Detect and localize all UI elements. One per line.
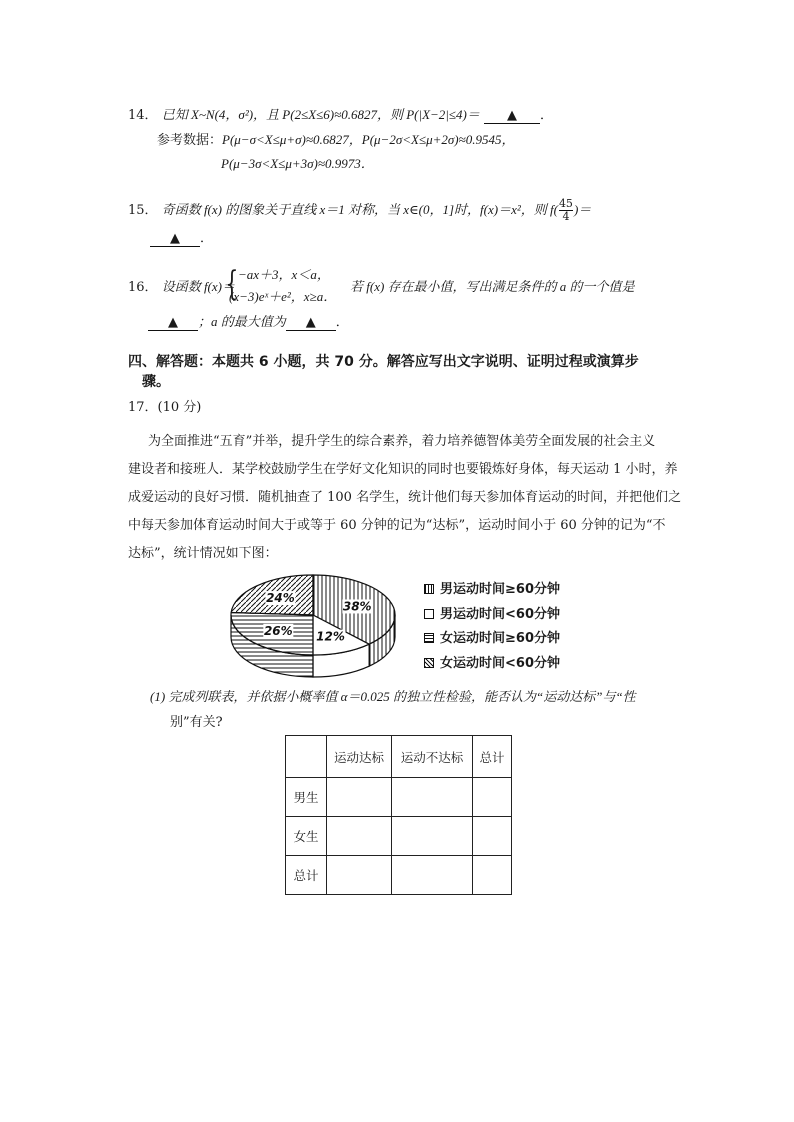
q14-text: 已知 X~N(4，σ²)，且 P(2≤X≤6)≈0.6827，则 P(|X−2|≤4)＝ bbox=[161, 107, 480, 122]
legend-item bbox=[424, 603, 560, 622]
q16-case-2: (x−3)eˣ＋e²，x≥a． bbox=[229, 289, 337, 304]
q16-answer-blank-2[interactable] bbox=[286, 316, 336, 331]
legend-label: 男运动时间≥60分钟 bbox=[440, 582, 560, 597]
q14-end: ． bbox=[539, 108, 553, 123]
q15-frac-num: 45 bbox=[558, 197, 573, 210]
q14-ref-label: 参考数据： bbox=[157, 133, 223, 148]
q16-answer-line bbox=[148, 313, 349, 332]
q15-number: 15． bbox=[128, 203, 158, 218]
table-header-cell bbox=[286, 736, 327, 778]
legend-item bbox=[424, 627, 560, 646]
table-cell[interactable] bbox=[473, 856, 512, 895]
table-row bbox=[286, 817, 512, 856]
row-label: 女生 bbox=[286, 817, 327, 856]
q16-mid: ；a 的最大值为 bbox=[198, 314, 286, 329]
table-cell[interactable] bbox=[473, 817, 512, 856]
q16-answer-blank-1[interactable] bbox=[148, 316, 198, 331]
q14-ref-line-1 bbox=[157, 131, 515, 150]
triangle-marker-icon: ▲ bbox=[506, 108, 517, 123]
q15-answer-blank[interactable] bbox=[150, 232, 200, 247]
table-cell[interactable] bbox=[392, 778, 473, 817]
q17-sub1-line-1 bbox=[150, 688, 636, 707]
table-header-cell: 总计 bbox=[473, 736, 512, 778]
q16-number-lead bbox=[128, 278, 235, 297]
table-cell[interactable] bbox=[392, 856, 473, 895]
section-heading-line-2: 骤。 bbox=[142, 374, 170, 390]
table-cell[interactable] bbox=[327, 778, 392, 817]
diagonal-hatch-swatch-icon bbox=[424, 658, 434, 668]
horizontal-hatch-swatch-icon bbox=[424, 633, 434, 643]
table-header-cell: 运动不达标 bbox=[392, 736, 473, 778]
q15-answer-line bbox=[150, 230, 213, 248]
table-header-cell: 运动达标 bbox=[327, 736, 392, 778]
legend-item bbox=[424, 578, 560, 597]
q17-header: 17．(10 分) bbox=[128, 400, 202, 415]
q16-case-1: −ax＋3，x＜a， bbox=[238, 267, 330, 282]
q15-text-end: )＝ bbox=[573, 202, 592, 217]
q14-line bbox=[128, 106, 553, 125]
pie-slice-label: 24% bbox=[266, 591, 295, 606]
q17-para-line: 建设者和接班人．某学校鼓励学生在学好文化知识的同时也要锻炼好身体，每天运动 1 小时，养 bbox=[128, 462, 678, 477]
q15-line bbox=[128, 198, 591, 223]
q17-sub1-text-1: (1) 完成列联表，并依据小概率值 α＝0.025 的独立性检验，能否认为“运动达标”与“性 bbox=[150, 689, 636, 704]
pie-slice-label: 26% bbox=[263, 623, 293, 638]
q15-fraction bbox=[559, 198, 573, 223]
table-cell[interactable] bbox=[392, 817, 473, 856]
q14-answer-blank[interactable] bbox=[484, 109, 540, 124]
q16-condition: 若 f(x) 存在最小值，写出满足条件的 a 的一个值是 bbox=[350, 279, 635, 294]
table-header-row bbox=[286, 736, 512, 778]
q17-para-line: 达标”，统计情况如下图： bbox=[128, 546, 278, 561]
q14-number: 14． bbox=[128, 108, 158, 123]
triangle-marker-icon: ▲ bbox=[170, 231, 180, 246]
legend-label: 女运动时间≥60分钟 bbox=[440, 631, 560, 646]
q17-para-line: 为全面推进“五育”并举，提升学生的综合素养，着力培养德智体美劳全面发展的社会主义 bbox=[148, 434, 656, 449]
legend-item bbox=[424, 652, 560, 671]
q17-para-line: 成爱运动的良好习惯．随机抽查了 100 名学生，统计他们每天参加体育运动的时间，并把他们之 bbox=[128, 490, 682, 505]
triangle-marker-icon: ▲ bbox=[168, 315, 178, 330]
q16-lead: 设函数 f(x)＝ bbox=[161, 279, 235, 294]
q16-brace: { bbox=[225, 264, 239, 304]
q15-end: ． bbox=[200, 231, 214, 246]
blank-swatch-icon bbox=[424, 609, 434, 619]
q17-sub1-line-2: 别”有关? bbox=[170, 715, 223, 730]
vertical-hatch-swatch-icon bbox=[424, 584, 434, 594]
q14-ref-1: P(μ−σ<X≤μ+σ)≈0.6827，P(μ−2σ<X≤μ+2σ)≈0.9545， bbox=[222, 132, 515, 147]
legend-label: 男运动时间<60分钟 bbox=[440, 607, 560, 622]
q15-frac-den: 4 bbox=[562, 210, 570, 223]
table-cell[interactable] bbox=[327, 856, 392, 895]
pie-top bbox=[231, 575, 395, 655]
table-cell[interactable] bbox=[327, 817, 392, 856]
pie-slice-label: 38% bbox=[342, 599, 372, 614]
q17-para-line: 中每天参加体育运动时间大于或等于 60 分钟的记为“达标”，运动时间小于 60 分钟的记为“不 bbox=[128, 518, 666, 533]
contingency-table bbox=[285, 735, 512, 895]
table-row bbox=[286, 778, 512, 817]
pie-chart bbox=[221, 567, 421, 682]
pie-slice-label: 12% bbox=[316, 629, 345, 644]
q14-ref-line-2: P(μ−3σ<X≤μ+3σ)≈0.9973． bbox=[221, 156, 374, 171]
q15-text: 奇函数 f(x) 的图象关于直线 x＝1 对称，当 x∈(0，1]时，f(x)＝x²，则 f( bbox=[161, 202, 558, 217]
row-label: 男生 bbox=[286, 778, 327, 817]
section-heading-line-1: 四、解答题：本题共 6 小题，共 70 分。解答应写出文字说明、证明过程或演算步 bbox=[128, 354, 639, 370]
table-cell[interactable] bbox=[473, 778, 512, 817]
q16-number: 16． bbox=[128, 280, 158, 295]
table-row bbox=[286, 856, 512, 895]
q17-paragraph bbox=[128, 428, 696, 568]
legend-label: 女运动时间<60分钟 bbox=[440, 656, 560, 671]
triangle-marker-icon: ▲ bbox=[305, 315, 316, 330]
q16-end: ． bbox=[335, 315, 349, 330]
row-label: 总计 bbox=[286, 856, 327, 895]
